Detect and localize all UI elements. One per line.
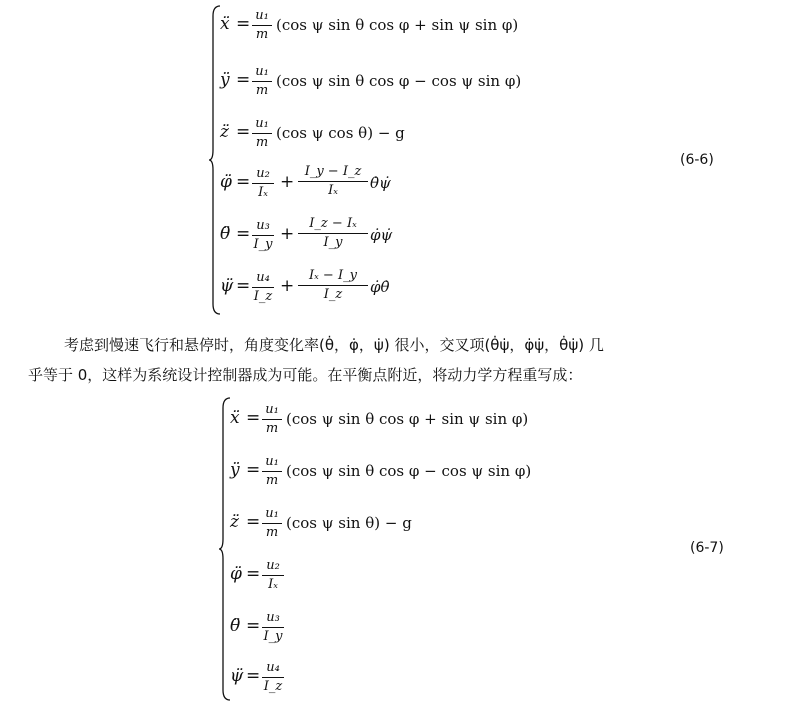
fraction xyxy=(252,116,272,151)
equals-sign: = xyxy=(236,276,251,296)
equation-lhs: φ̈ xyxy=(230,564,242,584)
plus-sign: + xyxy=(280,172,295,192)
denominator: m xyxy=(265,473,279,488)
equation-lhs: z̈ xyxy=(230,512,239,532)
denominator: I_z xyxy=(253,289,273,304)
paragraph-line-2: 乎等于 0，这样为系统设计控制器成为可能。在平衡点附近，将动力学方程重写成： xyxy=(28,366,583,384)
fraction xyxy=(252,218,274,253)
equation-row xyxy=(230,450,790,502)
fraction xyxy=(262,610,284,645)
equation-tail: (cos ψ cos θ) − g xyxy=(276,124,405,142)
plus-sign: + xyxy=(280,276,295,296)
denominator: m xyxy=(265,525,279,540)
equation-lhs: z̈ xyxy=(220,122,229,142)
fraction xyxy=(262,660,284,695)
numerator: u₁ xyxy=(255,64,269,79)
equation-row xyxy=(220,214,780,266)
paragraph-line-1: 考虑到慢速飞行和悬停时，角度变化率(θ̇，φ̇，ψ̇) 很小，交叉项(θ̇ψ̇，φ̇ψ̇，θ̇ψ̇) 几 xyxy=(64,336,604,354)
equals-sign: = xyxy=(236,122,251,142)
fraction xyxy=(262,402,282,437)
numerator: u₁ xyxy=(265,402,279,417)
numerator: u₄ xyxy=(256,270,270,285)
equals-sign: = xyxy=(246,666,261,686)
equation-6-7 xyxy=(218,394,808,706)
equation-row xyxy=(220,60,780,112)
numerator: u₁ xyxy=(255,8,269,23)
denominator: I_y xyxy=(253,237,273,252)
equation-lhs: ÿ xyxy=(220,70,230,90)
fraction xyxy=(298,216,368,251)
equals-sign: = xyxy=(246,512,261,532)
equation-row xyxy=(230,656,430,708)
fraction xyxy=(252,64,272,99)
numerator: u₁ xyxy=(265,454,279,469)
equation-lhs: θ̈ xyxy=(220,224,231,244)
denominator: I_y xyxy=(263,629,283,644)
equals-sign: = xyxy=(246,460,261,480)
equation-tail: φ̇θ̇ xyxy=(370,278,390,296)
equals-sign: = xyxy=(246,408,261,428)
denominator: m xyxy=(255,27,269,42)
equation-6-6 xyxy=(208,0,808,320)
equals-sign: = xyxy=(246,616,261,636)
numerator: u₂ xyxy=(266,558,280,573)
fraction xyxy=(262,558,284,593)
numerator: u₄ xyxy=(266,660,280,675)
equals-sign: = xyxy=(236,224,251,244)
equation-row xyxy=(230,606,430,658)
equation-tail: (cos ψ sin θ) − g xyxy=(286,514,412,532)
plus-sign: + xyxy=(280,224,295,244)
equation-lhs: ψ̈ xyxy=(230,666,244,686)
equation-tail: φ̇ψ̇ xyxy=(370,226,393,244)
equals-sign: = xyxy=(246,564,261,584)
equals-sign: = xyxy=(236,14,251,34)
numerator: u₁ xyxy=(265,506,279,521)
denominator: I_z xyxy=(323,287,343,302)
equation-tail: (cos ψ sin θ cos φ + sin ψ sin φ) xyxy=(276,16,519,34)
denominator: Iₓ xyxy=(328,183,338,198)
fraction xyxy=(298,164,368,199)
equation-lhs: ÿ xyxy=(230,460,240,480)
equation-tail: (cos ψ sin θ cos φ − cos ψ sin φ) xyxy=(276,72,522,90)
equation-lhs: ẍ xyxy=(220,14,230,34)
fraction xyxy=(252,270,274,305)
equation-tail: (cos ψ sin θ cos φ + sin ψ sin φ) xyxy=(286,410,529,428)
equation-number: (6-6) xyxy=(680,152,714,168)
denominator: Iₓ xyxy=(258,185,268,200)
denominator: m xyxy=(255,83,269,98)
numerator: u₂ xyxy=(256,166,270,181)
equation-row xyxy=(220,4,780,56)
equation-lhs: θ̈ xyxy=(230,616,241,636)
numerator: u₃ xyxy=(266,610,280,625)
fraction xyxy=(262,454,282,489)
equation-lhs: ψ̈ xyxy=(220,276,234,296)
equals-sign: = xyxy=(236,70,251,90)
fraction xyxy=(252,8,272,43)
equation-lhs: φ̈ xyxy=(220,172,232,192)
numerator: u₃ xyxy=(256,218,270,233)
denominator: I_z xyxy=(263,679,283,694)
equation-row xyxy=(230,398,790,450)
equation-tail: θ̇ψ̇ xyxy=(370,174,391,192)
equation-number: (6-7) xyxy=(690,540,724,556)
numerator: I_y − I_z xyxy=(304,164,362,179)
equals-sign: = xyxy=(236,172,251,192)
denominator: m xyxy=(255,135,269,150)
equation-row xyxy=(220,162,780,214)
numerator: Iₓ − I_y xyxy=(309,268,357,283)
fraction xyxy=(298,268,368,303)
equation-row xyxy=(230,554,430,606)
denominator: I_y xyxy=(323,235,343,250)
equation-lhs: ẍ xyxy=(230,408,240,428)
denominator: m xyxy=(265,421,279,436)
fraction xyxy=(252,166,274,201)
fraction xyxy=(262,506,282,541)
equation-tail: (cos ψ sin θ cos φ − cos ψ sin φ) xyxy=(286,462,532,480)
numerator: u₁ xyxy=(255,116,269,131)
denominator: Iₓ xyxy=(268,577,278,592)
numerator: I_z − Iₓ xyxy=(309,216,357,231)
equation-row xyxy=(220,266,780,318)
